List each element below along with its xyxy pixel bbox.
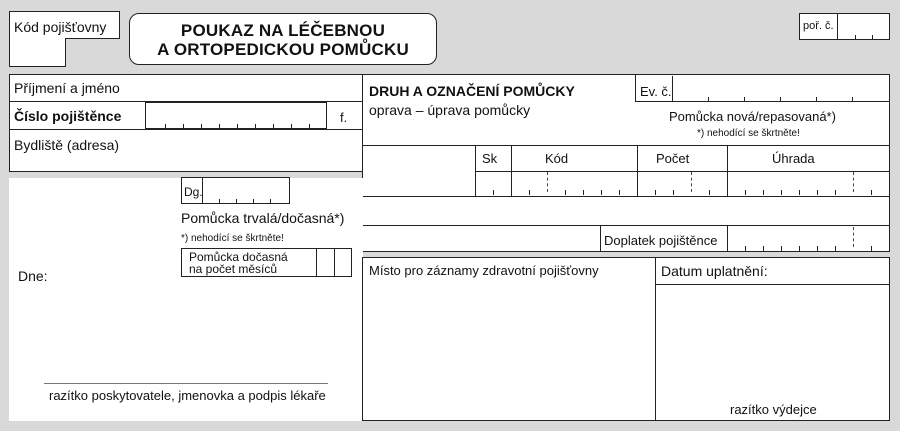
ev-number-label: Ev. č. (640, 84, 672, 99)
insurance-number-label: Číslo pojištěnce (14, 108, 122, 124)
copay-field[interactable] (728, 226, 889, 251)
doctor-stamp-label: razítko poskytovatele, jmenovka a podpis lékaře (49, 388, 326, 403)
patient-name-label: Příjmení a jméno (14, 80, 120, 96)
insurer-code-box-lower (9, 38, 66, 67)
temporary-months-label2: na počet měsíců (189, 262, 278, 276)
aid-strike-note: *) nehodící se škrtněte! (697, 128, 800, 139)
serial-number-label: poř. č. (803, 20, 834, 32)
col-sk: Sk (482, 151, 498, 166)
dispenser-area[interactable] (655, 257, 890, 421)
form-title-line2: A ORTOPEDICKOU POMŮCKU (157, 40, 409, 59)
temporary-months-label1: Pomůcka dočasná (189, 250, 288, 264)
diagnosis-label: Dg. (184, 185, 203, 199)
copay-label: Doplatek pojištěnce (604, 233, 718, 248)
new-used-label: Pomůcka nová/repasovaná*) (669, 109, 836, 124)
aid-heading: DRUH A OZNAČENÍ POMŮCKY (369, 83, 575, 99)
col-count: Počet (656, 151, 690, 166)
item-row[interactable] (476, 172, 889, 195)
dispenser-stamp-label: razítko výdejce (730, 402, 817, 417)
left-strike-note: *) nehodící se škrtněte! (181, 233, 284, 244)
permanent-temporary-label: Pomůcka trvalá/dočasná*) (181, 210, 345, 226)
col-code: Kód (545, 151, 569, 166)
insurer-notes-area[interactable] (362, 257, 656, 421)
form-title-line1: POUKAZ NA LÉČEBNOU (180, 21, 386, 40)
f-label: f. (340, 110, 348, 125)
applied-date-label: Datum uplatnění: (661, 263, 768, 279)
insurance-number-field[interactable] (145, 102, 327, 129)
col-payment: Úhrada (772, 151, 815, 166)
insurer-code-label: Kód pojišťovny (14, 19, 107, 35)
aid-subheading: oprava – úprava pomůcky (369, 102, 531, 118)
address-label: Bydliště (adresa) (14, 137, 120, 153)
date-label: Dne: (18, 268, 48, 284)
insurer-notes-label: Místo pro záznamy zdravotní pojišťovny (369, 263, 599, 278)
